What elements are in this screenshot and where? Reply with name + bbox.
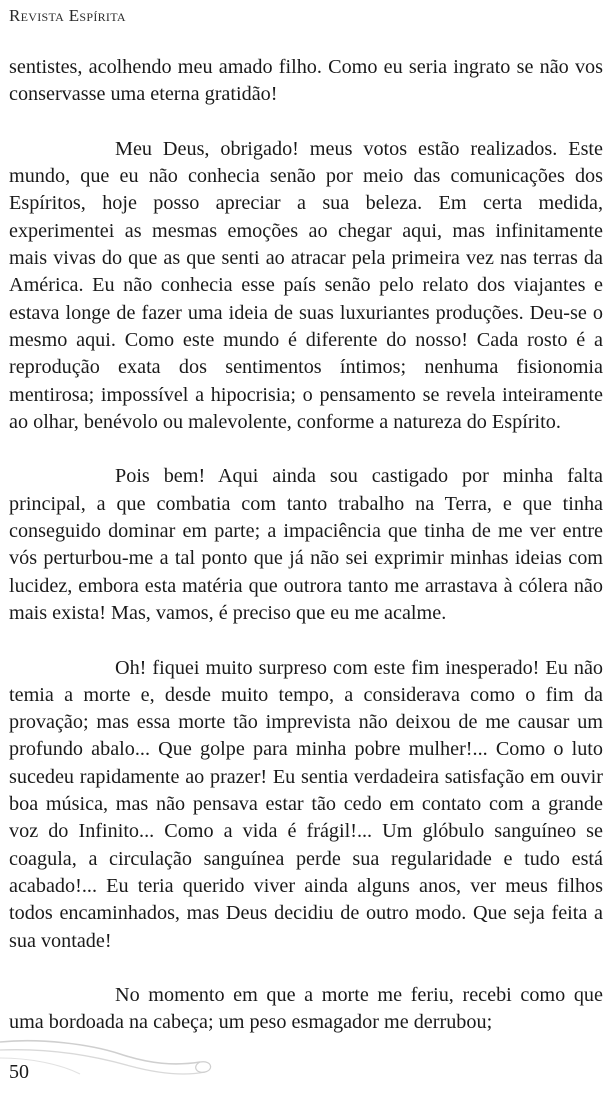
paragraph: Meu Deus, obrigado! meus votos estão realizados. Este mundo, que eu não conhecia senão por meio das comunicações dos Espíritos, hoje posso apreciar a sua beleza. Em certa medida, experimentei as mesmas emoções ao chegar aqui, mas infinitamente mais vivas do que as que senti ao atracar pela primeira vez nas terras da América. Eu não conhecia esse país senão pelo relato dos viajantes e estava longe de fazer uma ideia de suas luxuriantes produções. Deu-se o mesmo aqui. Como este mundo é diferente do nosso! Cada rosto é a reprodução exata dos sentimentos íntimos; nenhuma fisionomia mentirosa; impossível a hipocrisia; o pensamento se revela inteiramente ao olhar, benévolo ou malevolente, conforme a natureza do Espírito. xyxy=(9,137,603,433)
paragraph: Pois bem! Aqui ainda sou castigado por minha falta principal, a que combatia com tanto trabalho na Terra, e que tinha conseguido dominar em parte; a impaciência que tinha de me ver entre vós perturbou-me a tal ponto que já não sei exprimir minhas ideias com lucidez, embora esta matéria que outrora tanto me arrastava à cólera não mais exista! Mas, vamos, é preciso que eu me acalme. xyxy=(9,465,603,624)
page-number: 50 xyxy=(9,1061,29,1083)
running-title: Revista Espírita xyxy=(9,6,126,25)
paragraph: No momento em que a morte me feriu, recebi como que uma bordoada na cabeça; um peso esmagador me derrubou; xyxy=(9,984,603,1034)
folio-swirl-ornament xyxy=(0,1030,220,1090)
paragraph-continuation: sentistes, acolhendo meu amado filho. Como eu seria ingrato se não vos conservasse uma eterna gratidão! xyxy=(9,56,603,106)
paragraph: Oh! fiquei muito surpreso com este fim inesperado! Eu não temia a morte e, desde muito tempo, a considerava como o fim da provação; mas essa morte tão imprevista não deixou de me causar um profundo abalo... Que golpe para minha pobre mulher!... Como o luto sucedeu rapidamente ao prazer! Eu sentia verdadeira satisfação em ouvir boa música, mas não pensava estar tão cedo em contato com a grande voz do Infinito... Como a vida é frágil!... Um glóbulo sanguíneo se coagula, a circulação sanguínea perde sua regularidade e tudo está acabado!... Eu teria querido viver ainda alguns anos, ver meus filhos todos encaminhados, mas Deus decidiu de outro modo. Que seja feita a sua vontade! xyxy=(9,656,603,952)
body-text xyxy=(9,54,603,1037)
